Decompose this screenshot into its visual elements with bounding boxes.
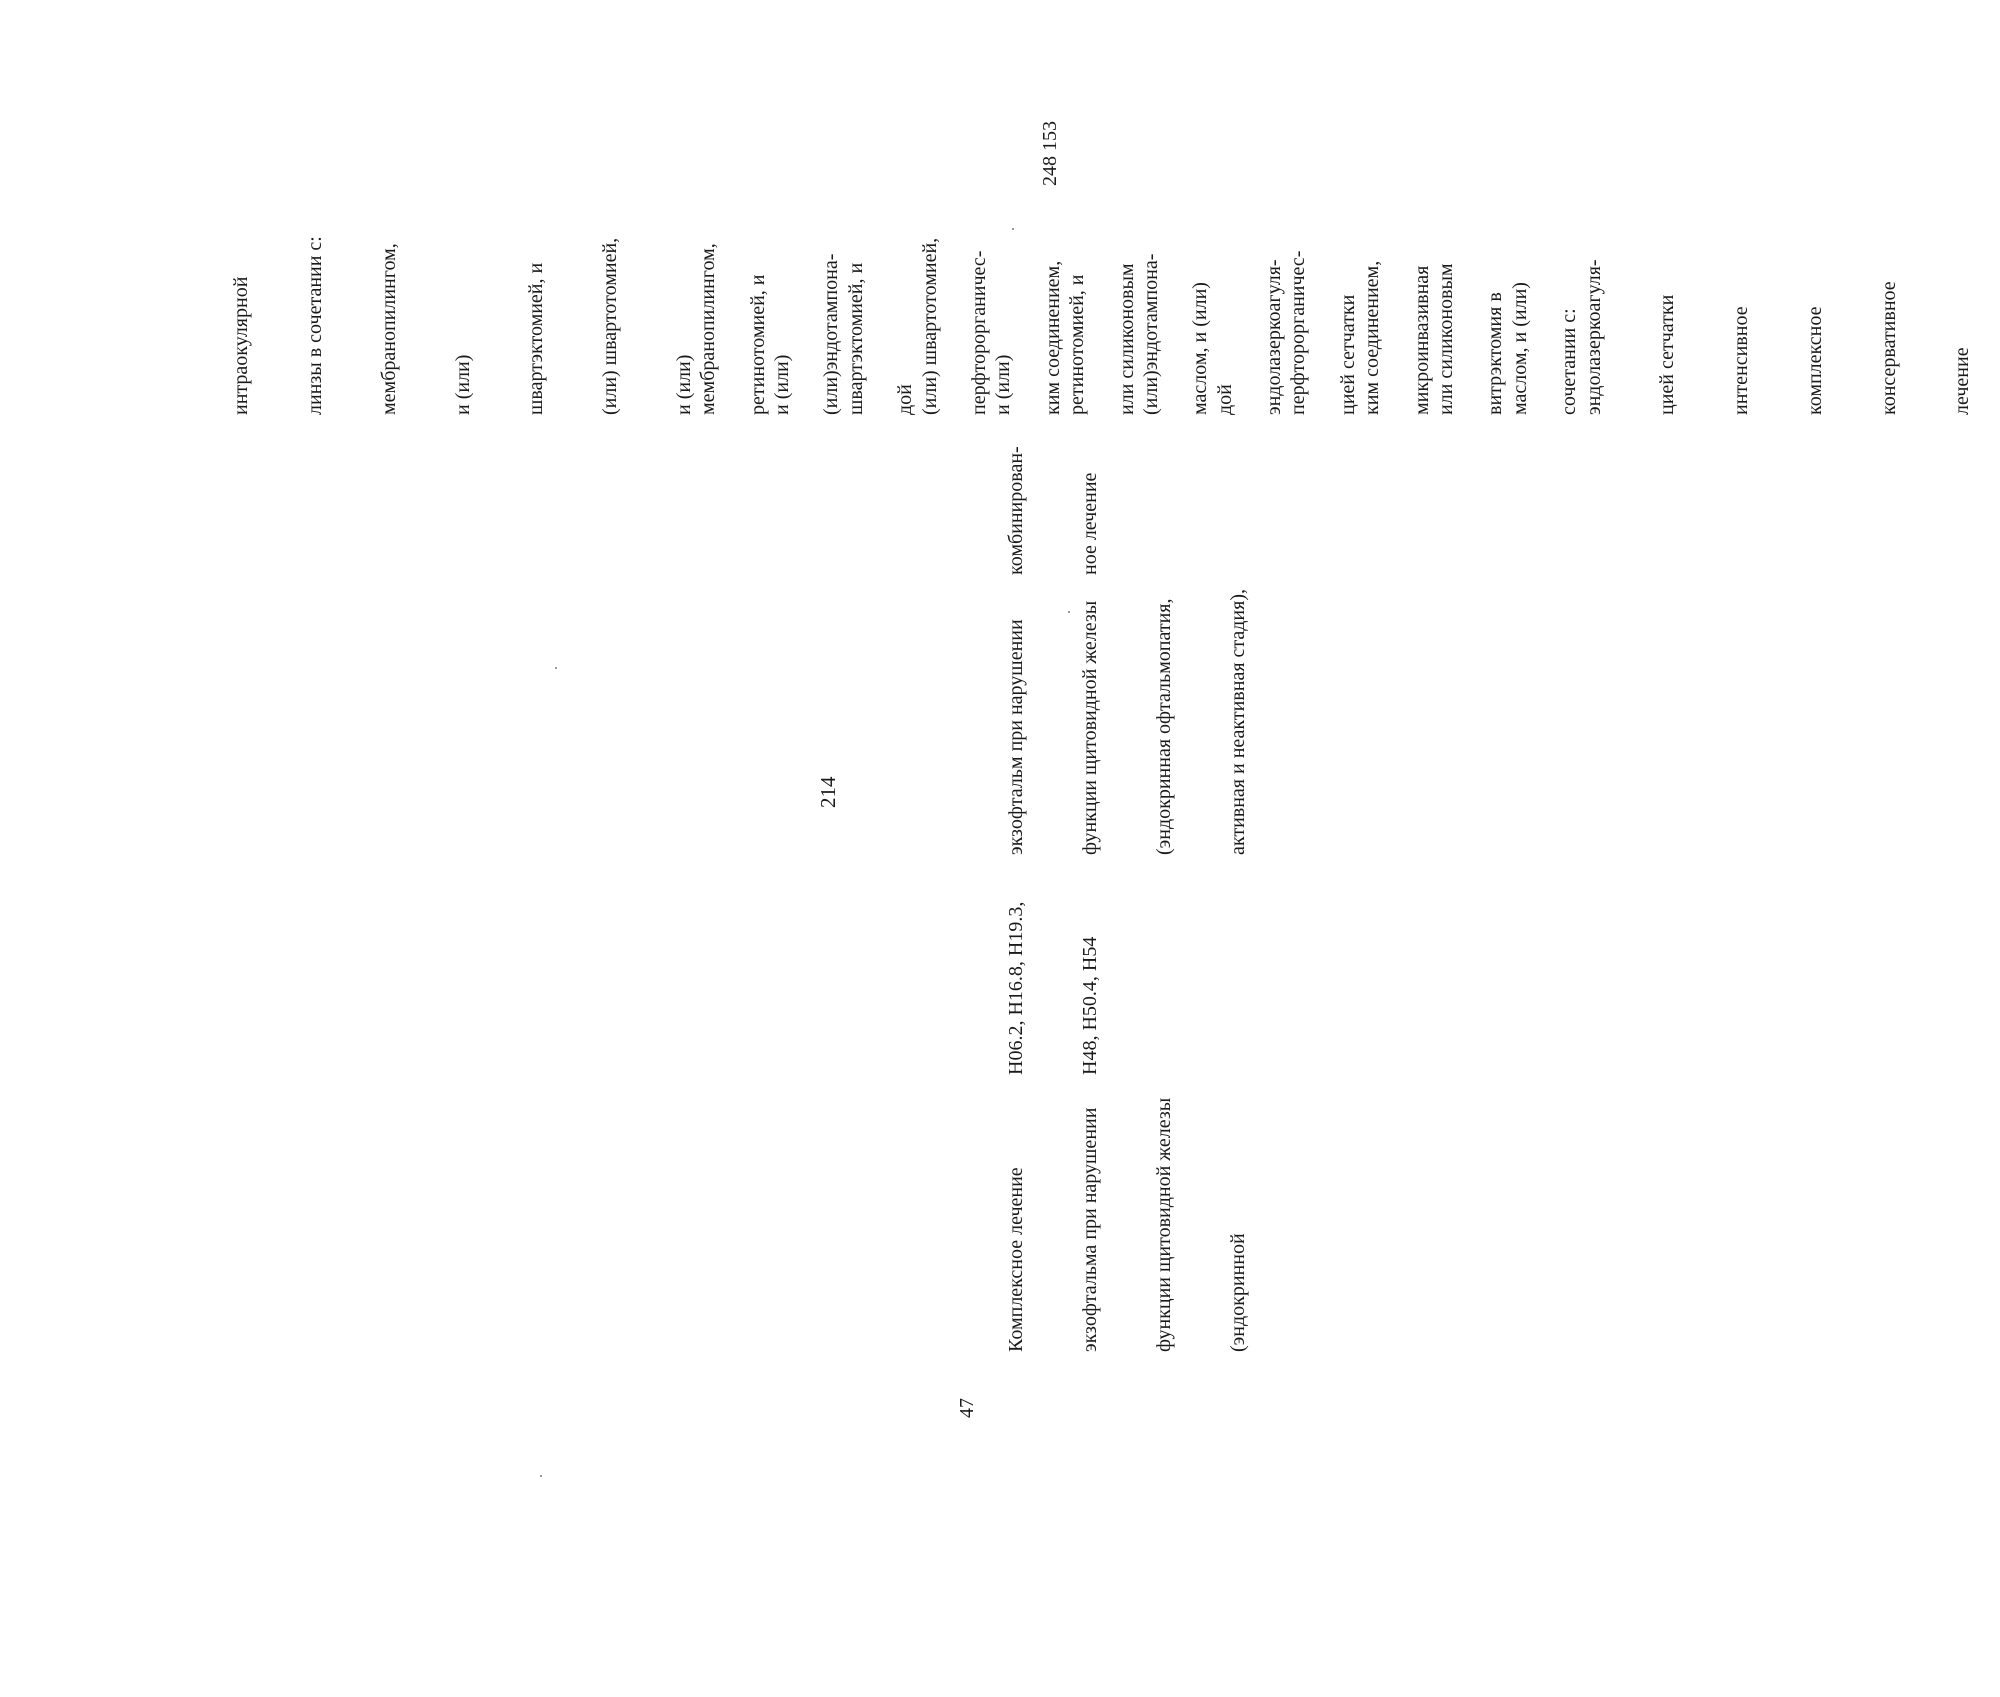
method-line: перфторорганичес- (968, 250, 990, 415)
scan-speck (540, 1475, 542, 1477)
method-line: (или) швартотомией, (918, 237, 941, 415)
method-line: перфторорганичес- (1287, 250, 1310, 415)
model-line: активная и неактивная стадия), (1226, 589, 1249, 855)
method-line: швартэктомией, и (844, 262, 867, 415)
row-number: 47 (956, 1398, 978, 1418)
icd-line: H48, H50.4, H54 (1078, 936, 1101, 1075)
method-line: микроинвазивная (1410, 265, 1433, 415)
page-number: 214 (816, 776, 840, 808)
method-line: мембранопилингом, (377, 243, 400, 415)
method-line: или силиконовым (1115, 263, 1138, 415)
technology-line: (эндокринной (1226, 1233, 1249, 1352)
method-line: ким соединением, (1041, 260, 1064, 415)
treatment-method-cell-part2 (647, 238, 2000, 415)
treatment-type-line: комбинирован- (1005, 446, 1028, 575)
method-line: маслом, и (или) (1508, 282, 1531, 415)
method-line: или силиконовым (1435, 263, 1457, 415)
technology-line: экзофтальма при нарушении (1078, 1107, 1101, 1352)
method-line: линзы в сочетании с: (303, 236, 326, 415)
technology-name-cell (955, 1098, 1275, 1352)
treatment-type-cell (955, 446, 1127, 575)
method-line: цией сетчатки (1336, 294, 1359, 415)
method-line: комплексное (1803, 306, 1826, 415)
method-line: (или) швартотомией, (599, 237, 622, 415)
method-line: мембранопилингом, (697, 243, 720, 415)
method-line: дой (894, 384, 917, 415)
scan-speck (1012, 228, 1014, 230)
method-line: швартэктомией, и (525, 262, 548, 415)
method-line: и (или) (770, 354, 793, 415)
model-line: (эндокринная офтальмопатия, (1152, 598, 1175, 855)
icd-codes-cell (955, 902, 1127, 1075)
method-line: маслом, и (или) (1189, 282, 1212, 415)
method-line: лечение (1951, 347, 1974, 415)
method-line: и (или) (992, 354, 1015, 415)
method-line: сочетании с: (1558, 308, 1581, 415)
method-line: витрэктомия в (1484, 292, 1507, 415)
method-line: и (или) (672, 354, 695, 415)
treatment-type-line: ное лечение (1078, 472, 1101, 575)
icd-line: H06.2, H16.8, H19.3, (1005, 901, 1028, 1075)
method-line: эндолазеркоагуля- (1263, 259, 1286, 415)
method-line: (или)эндотампона- (1139, 253, 1162, 415)
method-line: ким соединением, (1361, 260, 1384, 415)
technology-line: функции щитовидной железы (1152, 1097, 1175, 1352)
method-line: ретинотомией, и (746, 274, 769, 415)
method-line: дой (1213, 384, 1236, 415)
method-line: интенсивное (1730, 306, 1753, 415)
method-line: цией сетчатки (1656, 294, 1679, 415)
scan-speck (555, 667, 557, 669)
scan-speck (1068, 611, 1070, 613)
method-line: (или)эндотампона- (820, 253, 843, 415)
method-line: интраокулярной (230, 276, 253, 415)
method-line: и (или) (451, 354, 474, 415)
technology-line: Комплексное лечение (1005, 1167, 1028, 1352)
cost-cell: 248 153 (1039, 121, 1061, 186)
model-line: экзофтальм при нарушении (1005, 619, 1028, 855)
model-line: функции щитовидной железы (1078, 600, 1101, 855)
method-line: консервативное (1877, 281, 1900, 415)
patient-model-cell (955, 589, 1275, 855)
method-line: эндолазеркоагуля- (1582, 259, 1605, 415)
method-line: ретинотомией, и (1066, 274, 1089, 415)
